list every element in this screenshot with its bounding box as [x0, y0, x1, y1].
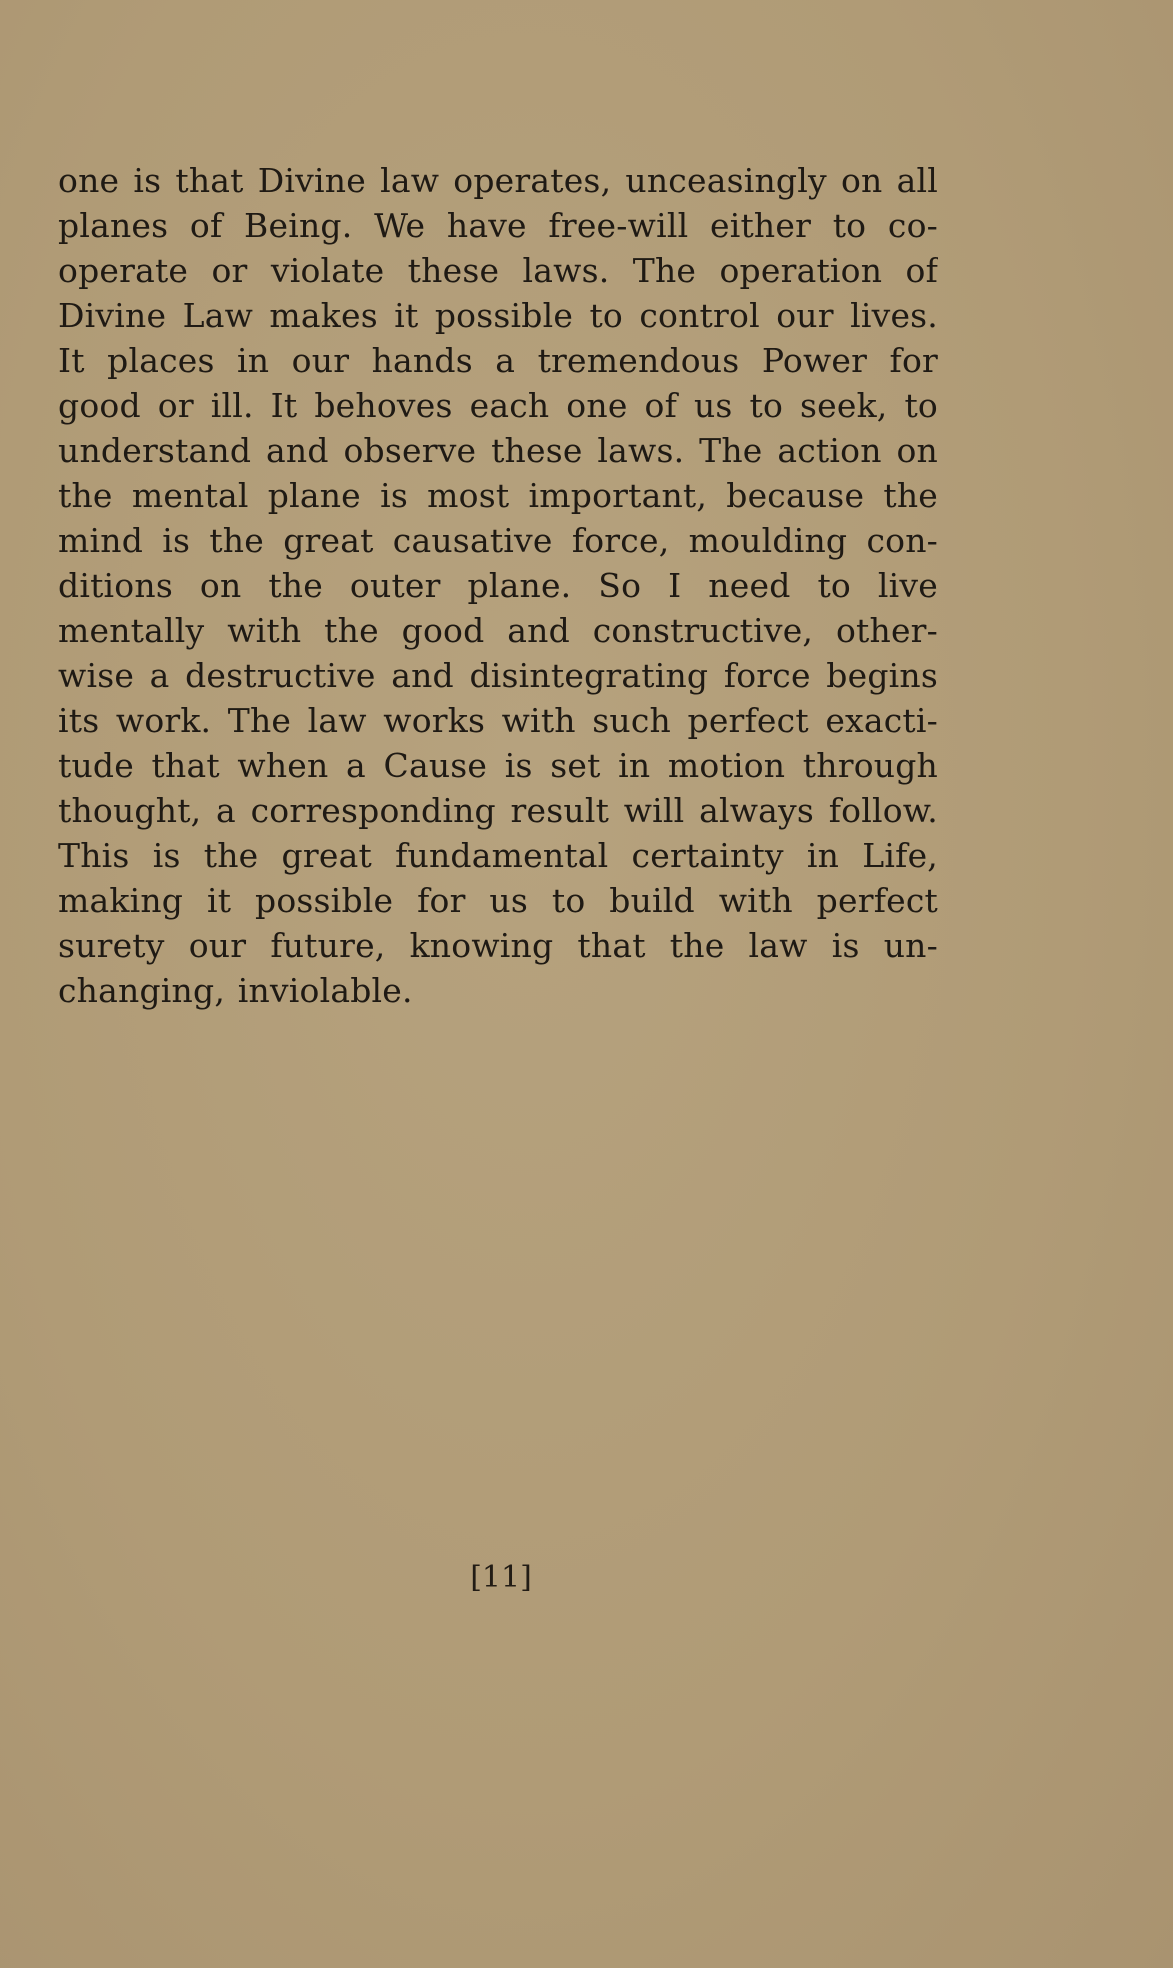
text-line-last: changing, inviolable. [58, 971, 413, 1010]
text-line: ditions on the outer plane. So I need to live [58, 566, 938, 605]
body-text [58, 158, 938, 1013]
text-line: surety our future, knowing that the law is un- [58, 926, 938, 965]
text-line: thought, a corresponding result will always follow. [58, 791, 938, 830]
text-line: Divine Law makes it possible to control our lives. [58, 296, 938, 335]
text-line: wise a destructive and disintegrating force begins [58, 656, 938, 695]
text-line: planes of Being. We have free-will either to co- [58, 206, 938, 245]
text-line: making it possible for us to build with perfect [58, 881, 938, 920]
page-number: [11] [470, 1560, 532, 1595]
text-line: operate or violate these laws. The operation of [58, 251, 938, 290]
text-line: its work. The law works with such perfect exacti- [58, 701, 938, 740]
text-line: This is the great fundamental certainty in Life, [58, 836, 938, 875]
text-line: tude that when a Cause is set in motion through [58, 746, 938, 785]
text-line: one is that Divine law operates, unceasingly on all [58, 161, 938, 200]
text-line: mind is the great causative force, moulding con- [58, 521, 938, 560]
text-line: mentally with the good and constructive, other- [58, 611, 938, 650]
text-line: understand and observe these laws. The action on [58, 431, 938, 470]
text-line: the mental plane is most important, because the [58, 476, 938, 515]
text-line: It places in our hands a tremendous Power for [58, 341, 938, 380]
text-line: good or ill. It behoves each one of us to seek, to [58, 386, 938, 425]
